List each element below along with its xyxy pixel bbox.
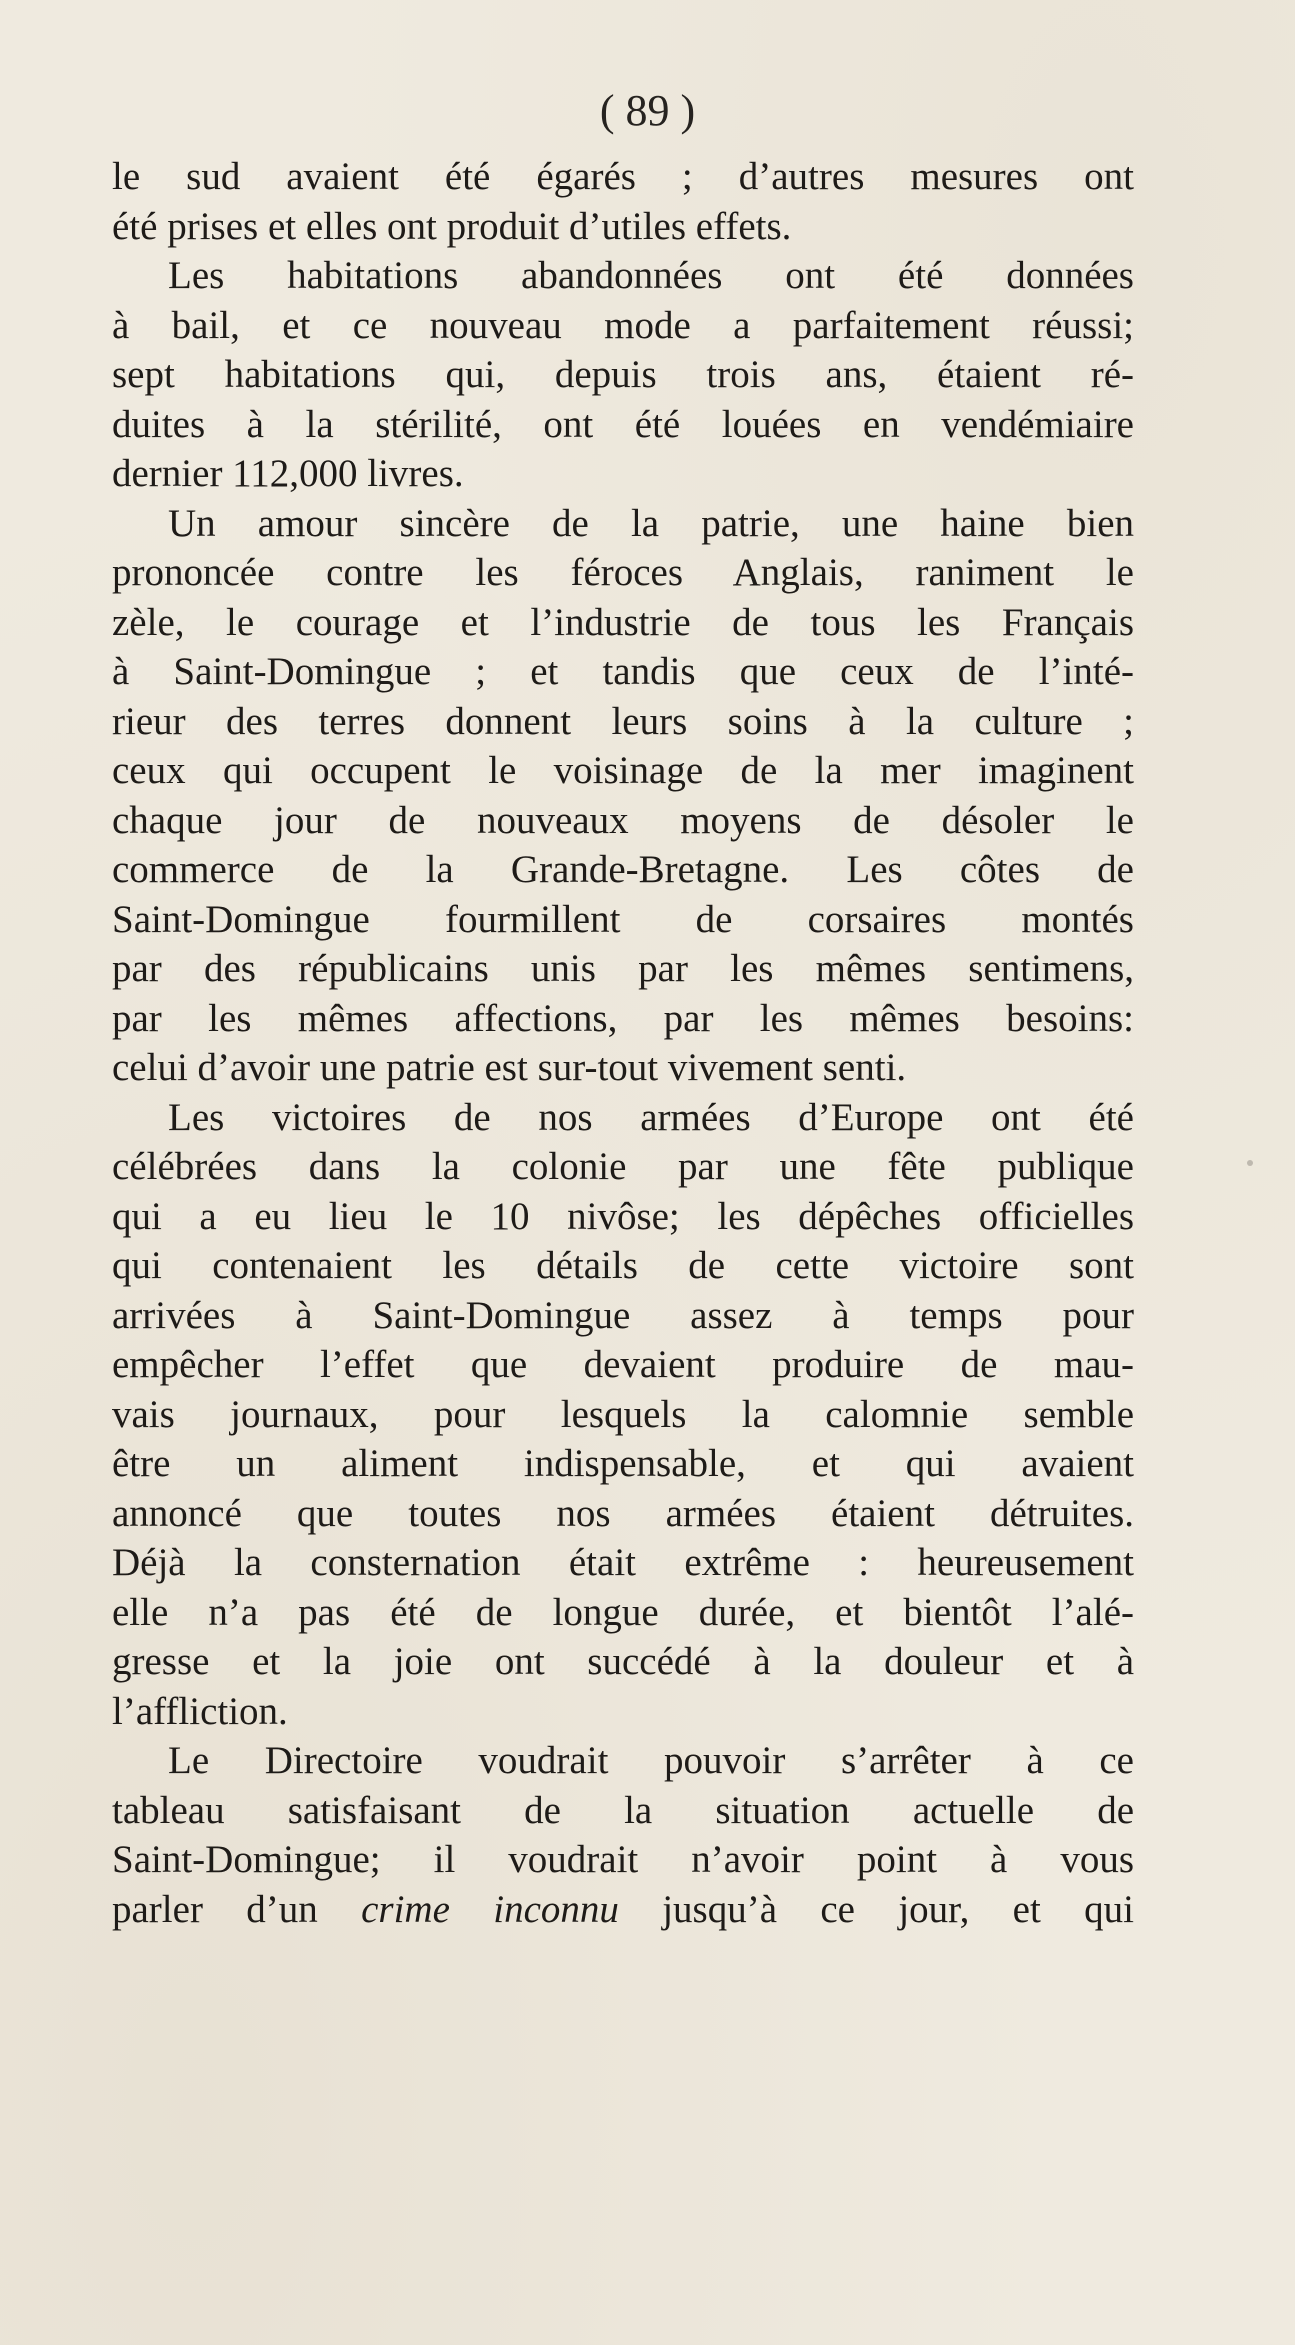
text-line: Un amour sincère de la patrie, une haine bien	[168, 501, 1134, 545]
text-line: à Saint-Domingue ; et tandis que ceux de l’inté-	[112, 650, 1134, 693]
paragraph	[112, 152, 1134, 251]
text-line: empêcher l’effet que devaient produire de mau-	[112, 1343, 1134, 1386]
text-line: vais journaux, pour lesquels la calomnie semble	[112, 1392, 1134, 1436]
text-line: celui d’avoir une patrie est sur-tout vivement senti.	[112, 1046, 907, 1089]
text-line: zèle, le courage et l’industrie de tous les Français	[112, 600, 1134, 644]
paragraph	[112, 251, 1134, 499]
text-line: l’affliction.	[112, 1689, 288, 1733]
italic-phrase: crime inconnu	[361, 1887, 619, 1931]
text-line: chaque jour de nouveaux moyens de désoler le	[112, 798, 1134, 842]
text-line: par les mêmes affections, par les mêmes besoins:	[112, 996, 1134, 1040]
body-text	[112, 152, 1134, 1934]
text-line: Saint-Domingue; il voudrait n’avoir point à vous	[112, 1838, 1134, 1881]
text-line: été prises et elles ont produit d’utiles effets.	[112, 204, 792, 248]
text-line: Déjà la consternation était extrême : heureusement	[112, 1541, 1134, 1584]
paragraph	[112, 499, 1134, 1093]
text-line: annoncé que toutes nos armées étaient détruites.	[112, 1491, 1134, 1535]
text-line: ceux qui occupent le voisinage de la mer imaginent	[112, 749, 1134, 792]
paragraph	[112, 1093, 1134, 1737]
text-line: qui contenaient les détails de cette victoire sont	[112, 1244, 1134, 1287]
text-line: par des républicains unis par les mêmes sentimens,	[112, 947, 1134, 990]
page-number: ( 89 )	[599, 86, 696, 135]
text-line: Les habitations abandonnées ont été données	[168, 254, 1134, 297]
text-line-final	[112, 1885, 1134, 1935]
text-line: tableau satisfaisant de la situation actuelle de	[112, 1788, 1134, 1832]
text-segment: jusqu’à ce jour, et qui	[618, 1887, 1134, 1931]
text-line: dernier 112,000 livres.	[112, 452, 464, 495]
text-line: sept habitations qui, depuis trois ans, étaient ré-	[112, 353, 1134, 396]
text-line: Le Directoire voudrait pouvoir s’arrêter à ce	[168, 1739, 1134, 1782]
text-line: commerce de la Grande-Bretagne. Les côtes de	[112, 848, 1134, 891]
text-line: qui a eu lieu le 10 nivôse; les dépêches officielles	[112, 1194, 1134, 1238]
text-line: prononcée contre les féroces Anglais, raniment le	[112, 551, 1134, 594]
text-segment: parler d’un	[112, 1887, 362, 1931]
text-line: à bail, et ce nouveau mode a parfaitement réussi;	[112, 303, 1134, 347]
text-line: elle n’a pas été de longue durée, et bientôt l’alé-	[112, 1590, 1134, 1634]
text-line: Saint-Domingue fourmillent de corsaires montés	[112, 897, 1134, 941]
text-line: gresse et la joie ont succédé à la douleur et à	[112, 1640, 1134, 1683]
text-line: arrivées à Saint-Domingue assez à temps pour	[112, 1293, 1134, 1337]
text-line: célébrées dans la colonie par une fête publique	[112, 1145, 1134, 1188]
text-line: être un aliment indispensable, et qui avaient	[112, 1442, 1134, 1485]
text-line: rieur des terres donnent leurs soins à la culture ;	[112, 699, 1134, 743]
text-line: Les victoires de nos armées d’Europe ont été	[168, 1095, 1134, 1139]
text-line: duites à la stérilité, ont été louées en vendémiaire	[112, 402, 1134, 446]
text-line: le sud avaient été égarés ; d’autres mesures ont	[112, 155, 1134, 198]
paragraph	[112, 1736, 1134, 1934]
ink-speck	[1247, 1160, 1253, 1166]
